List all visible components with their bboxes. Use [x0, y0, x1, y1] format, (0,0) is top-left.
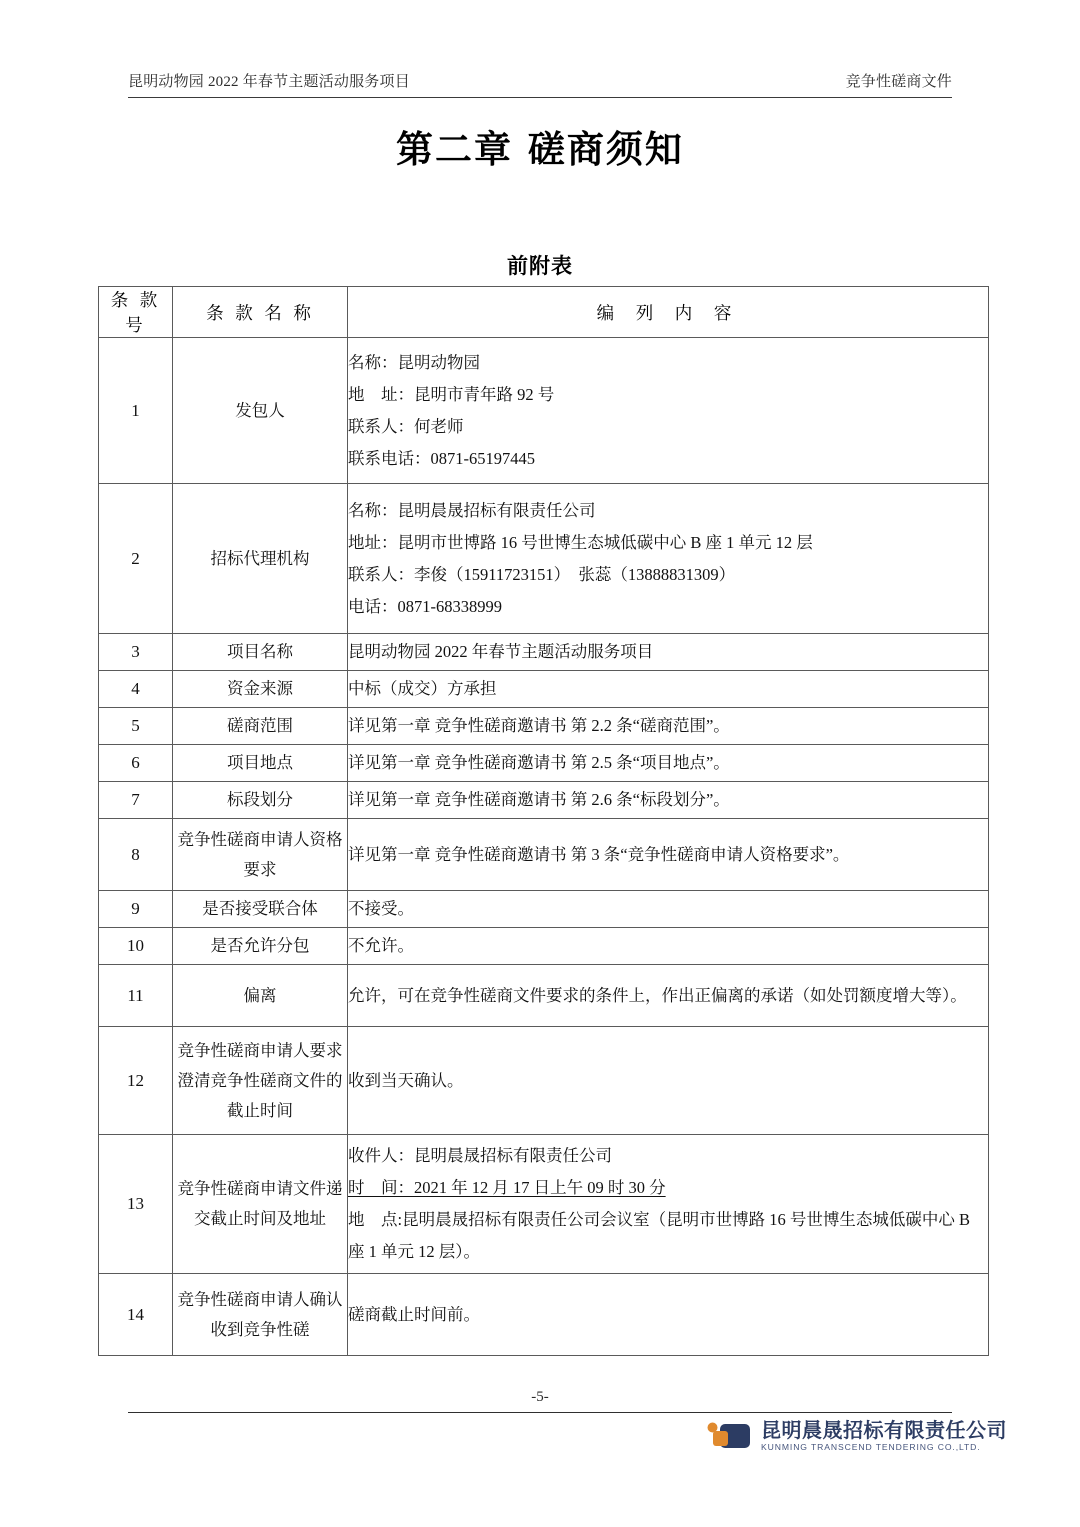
row-content: [348, 1027, 989, 1135]
content-line: 详见第一章 竞争性磋商邀请书 第 2.2 条“磋商范围”。: [348, 716, 730, 735]
row-number: 4: [99, 671, 173, 708]
row-content: [348, 819, 989, 891]
row-number: 6: [99, 745, 173, 782]
row-content: [348, 634, 989, 671]
row-number: 2: [99, 484, 173, 634]
row-label: 项目名称: [173, 634, 348, 671]
table-row: [99, 891, 989, 928]
content-line: 详见第一章 竞争性磋商邀请书 第 2.5 条“项目地点”。: [348, 753, 730, 772]
row-content: [348, 484, 989, 634]
header-project-title: 昆明动物园 2022 年春节主题活动服务项目: [128, 74, 410, 90]
row-label: 标段划分: [173, 782, 348, 819]
row-number: 11: [99, 965, 173, 1027]
content-line: 详见第一章 竞争性磋商邀请书 第 3 条“竞争性磋商申请人资格要求”。: [348, 844, 850, 864]
content-line: 电话：0871-68338999: [348, 596, 502, 616]
table-row: [99, 484, 989, 634]
company-logo-text: [761, 1420, 1007, 1452]
column-header-clause-name: 条 款 名 称: [173, 287, 348, 338]
row-label: 发包人: [173, 338, 348, 484]
row-label: 竞争性磋商申请人资格要求: [173, 819, 348, 891]
row-content: [348, 1274, 989, 1356]
row-label: 项目地点: [173, 745, 348, 782]
row-label: 资金来源: [173, 671, 348, 708]
row-label: 竞争性磋商申请人要求澄清竞争性磋商文件的截止时间: [173, 1027, 348, 1135]
content-line: 详见第一章 竞争性磋商邀请书 第 2.6 条“标段划分”。: [348, 790, 730, 809]
header-divider-rule: [128, 97, 952, 98]
table-row: [99, 819, 989, 891]
row-label: 偏离: [173, 965, 348, 1027]
row-number: 13: [99, 1135, 173, 1274]
table-row: [99, 1274, 989, 1356]
content-line: 不接受。: [348, 899, 414, 918]
content-line: 地址：昆明市世博路 16 号世博生态城低碳中心 B 座 1 单元 12 层: [348, 532, 813, 552]
company-name-cn: 昆明晨晟招标有限责任公司: [761, 1418, 1007, 1443]
content-line: 联系人：李俊（15911723151） 张蕊（13888831309）: [348, 564, 736, 584]
row-number: 5: [99, 708, 173, 745]
content-line: 磋商截止时间前。: [348, 1304, 480, 1324]
row-label: 是否接受联合体: [173, 891, 348, 928]
row-content: [348, 965, 989, 1027]
content-line: 收件人：昆明晨晟招标有限责任公司: [348, 1146, 612, 1165]
table-row: [99, 1135, 989, 1274]
prefix-schedule-table: [98, 286, 989, 1356]
row-number: 7: [99, 782, 173, 819]
row-label: 招标代理机构: [173, 484, 348, 634]
column-header-content: 编 列 内 容: [348, 287, 989, 338]
header-document-type: 竞争性磋商文件: [845, 74, 952, 90]
content-line-deadline: 时 间：2021 年 12 月 17 日上午 09 时 30 分: [348, 1178, 666, 1197]
content-line: 名称：昆明动物园: [348, 352, 480, 372]
table-row: [99, 708, 989, 745]
table-row: [99, 745, 989, 782]
page-title: 第二章 磋商须知: [396, 128, 684, 171]
row-number: 8: [99, 819, 173, 891]
page-number: -5-: [531, 1389, 549, 1405]
row-number: 14: [99, 1274, 173, 1356]
content-line: 联系电话：0871-65197445: [348, 448, 535, 468]
row-content: [348, 338, 989, 484]
running-header: [128, 72, 952, 92]
content-line: 名称：昆明晨晟招标有限责任公司: [348, 500, 596, 520]
table-row: [99, 965, 989, 1027]
row-number: 12: [99, 1027, 173, 1135]
row-content: [348, 928, 989, 965]
content-line: 收到当天确认。: [348, 1070, 464, 1090]
content-line: 允许，可在竞争性磋商文件要求的条件上，作出正偏离的承诺（如处罚额度增大等）。: [348, 985, 967, 1005]
row-label: 竞争性磋商申请人确认收到竞争性磋: [173, 1274, 348, 1356]
row-label: 磋商范围: [173, 708, 348, 745]
row-number: 1: [99, 338, 173, 484]
table-row: [99, 634, 989, 671]
row-content: [348, 891, 989, 928]
row-number: 10: [99, 928, 173, 965]
table-row: [99, 782, 989, 819]
row-content: [348, 708, 989, 745]
company-logo: [706, 1420, 1007, 1452]
table-caption: 前附表: [507, 254, 573, 278]
content-line: 不允许。: [348, 936, 414, 955]
content-line: 联系人：何老师: [348, 416, 464, 436]
table-header-row: [99, 287, 989, 338]
row-content: [348, 671, 989, 708]
company-name-en: KUNMING TRANSCEND TENDERING CO.,LTD.: [761, 1442, 981, 1453]
content-line: 地 点:昆明晨晟招标有限责任公司会议室（昆明市世博路 16 号世博生态城低碳中心 B 座 1 单元 12 层）。: [348, 1210, 970, 1261]
table-row: [99, 671, 989, 708]
row-label: 竞争性磋商申请文件递交截止时间及地址: [173, 1135, 348, 1274]
table-row: [99, 928, 989, 965]
content-line: 中标（成交）方承担: [348, 679, 497, 698]
content-line: 地 址：昆明市青年路 92 号: [348, 384, 555, 404]
row-label: 是否允许分包: [173, 928, 348, 965]
company-logo-mark-icon: [706, 1420, 752, 1452]
table-row: [99, 338, 989, 484]
row-number: 9: [99, 891, 173, 928]
row-content: [348, 1135, 989, 1274]
table-row: [99, 1027, 989, 1135]
content-line: 昆明动物园 2022 年春节主题活动服务项目: [348, 642, 654, 661]
table-body: [99, 338, 989, 1356]
column-header-clause-no: 条 款 号: [99, 287, 173, 338]
row-content: [348, 782, 989, 819]
footer-divider-rule: [128, 1412, 952, 1413]
row-content: [348, 745, 989, 782]
row-number: 3: [99, 634, 173, 671]
